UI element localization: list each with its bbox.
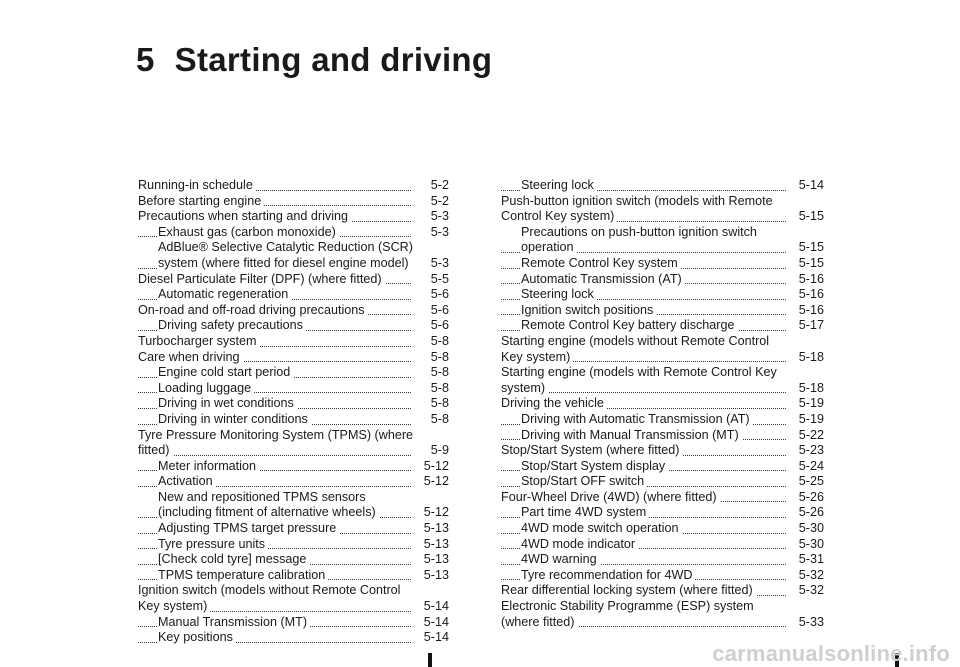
toc-page-number: 5-14 — [788, 178, 824, 194]
chapter-title-text: Starting and driving — [174, 41, 493, 78]
toc-entry[interactable] — [138, 381, 449, 397]
toc-entry-title: Remote Control Key system — [521, 256, 681, 272]
toc-entry[interactable] — [501, 256, 824, 272]
chapter-number: 5 — [136, 41, 155, 78]
toc-entry-title: TPMS temperature calibration — [158, 568, 328, 584]
toc-entry[interactable] — [501, 287, 824, 303]
toc-page-number: 5-19 — [788, 396, 824, 412]
toc-entry-title: 4WD mode switch operation — [521, 521, 682, 537]
toc-entry[interactable] — [138, 303, 449, 319]
toc-entry[interactable] — [501, 303, 824, 319]
toc-page-number: 5-8 — [413, 396, 449, 412]
toc-page-number: 5-8 — [413, 381, 449, 397]
toc-page-number: 5-13 — [413, 568, 449, 584]
toc-page-number: 5-16 — [788, 272, 824, 288]
toc-page-number: 5-6 — [413, 303, 449, 319]
toc-entry[interactable] — [138, 615, 449, 631]
toc-entry-title: Turbocharger system — [138, 334, 260, 350]
toc-entry[interactable] — [138, 599, 449, 615]
toc-entry-title: Steering lock — [521, 287, 597, 303]
toc-entry-title: Loading luggage — [158, 381, 254, 397]
toc-entry[interactable] — [501, 490, 824, 506]
toc-entry[interactable] — [138, 568, 449, 584]
toc-entry-title: (including fitment of alternative wheels) — [158, 505, 379, 521]
toc-entry[interactable] — [501, 568, 824, 584]
toc-page-number: 5-18 — [788, 381, 824, 397]
toc-page-number: 5-14 — [413, 630, 449, 646]
toc-page-number: 5-15 — [788, 256, 824, 272]
toc-entry[interactable] — [501, 615, 824, 631]
toc-entry-title: Stop/Start System display — [521, 459, 668, 475]
toc-entry-title: Control Key system) — [501, 209, 617, 225]
toc-page-number: 5-14 — [413, 599, 449, 615]
toc-entry[interactable] — [501, 350, 824, 366]
toc-entry-title: Driving in wet conditions — [158, 396, 297, 412]
toc-entry[interactable] — [138, 552, 449, 568]
toc-entry-title: Key positions — [158, 630, 236, 646]
toc-entry-title: Remote Control Key battery discharge — [521, 318, 738, 334]
chapter-title — [136, 41, 492, 79]
toc-entry-title: Driving safety precautions — [158, 318, 306, 334]
toc-entry[interactable] — [138, 396, 449, 412]
toc-entry-title: Care when driving — [138, 350, 243, 366]
toc-entry-title: Driving the vehicle — [501, 396, 607, 412]
toc-entry-title: (where fitted) — [501, 615, 578, 631]
toc-entry-title: fitted) — [138, 443, 173, 459]
toc-entry-title: Automatic Transmission (AT) — [521, 272, 685, 288]
toc-entry[interactable] — [138, 272, 449, 288]
toc-entry[interactable] — [501, 537, 824, 553]
toc-entry-title: Key system) — [138, 599, 210, 615]
toc-entry-line: Push-button ignition switch (models with Remote — [501, 193, 773, 208]
toc-entry-line: Starting engine (models with Remote Control Key — [501, 365, 777, 380]
toc-page-number: 5-14 — [413, 615, 449, 631]
toc-entry-title: Rear differential locking system (where fitted) — [501, 583, 756, 599]
toc-entry-title: Before starting engine — [138, 194, 264, 210]
toc-entry-title: Adjusting TPMS target pressure — [158, 521, 339, 537]
toc-page-number: 5-8 — [413, 365, 449, 381]
toc-page-number: 5-2 — [413, 194, 449, 210]
toc-entry[interactable] — [501, 178, 824, 194]
toc-page-number: 5-3 — [413, 209, 449, 225]
toc-entry[interactable] — [138, 537, 449, 553]
toc-entry-title: 4WD warning — [521, 552, 600, 568]
toc-entry-title: Engine cold start period — [158, 365, 293, 381]
toc-entry-title: 4WD mode indicator — [521, 537, 638, 553]
toc-page-number: 5-17 — [788, 318, 824, 334]
toc-entry[interactable] — [501, 443, 824, 459]
toc-entry[interactable] — [501, 583, 824, 599]
toc-page-number: 5-12 — [413, 459, 449, 475]
toc-page-number: 5-15 — [788, 209, 824, 225]
toc-entry-title: system (where fitted for diesel engine model) — [158, 256, 412, 272]
toc-page-number: 5-6 — [413, 287, 449, 303]
toc-entry-title: Exhaust gas (carbon monoxide) — [158, 225, 339, 241]
toc-page-number: 5-18 — [788, 350, 824, 366]
toc-entry-line: Starting engine (models without Remote Control — [501, 333, 770, 348]
toc-page-number: 5-22 — [788, 428, 824, 444]
toc-entry[interactable] — [138, 459, 449, 475]
toc-entry[interactable] — [501, 521, 824, 537]
toc-entry-title: Driving with Manual Transmission (MT) — [521, 428, 742, 444]
toc-entry-title: Stop/Start OFF switch — [521, 474, 647, 490]
toc-entry-title: Diesel Particulate Filter (DPF) (where fitted) — [138, 272, 385, 288]
toc-entry[interactable] — [501, 396, 824, 412]
toc-entry-title: Automatic regeneration — [158, 287, 291, 303]
toc-entry-title: Part time 4WD system — [521, 505, 649, 521]
toc-entry[interactable] — [138, 365, 449, 381]
toc-page-number: 5-31 — [788, 552, 824, 568]
toc-entry[interactable] — [138, 505, 449, 521]
toc-page-number: 5-30 — [788, 521, 824, 537]
toc-entry-title: system) — [501, 381, 548, 397]
toc-page-number: 5-8 — [413, 412, 449, 428]
toc-entry-title: Manual Transmission (MT) — [158, 615, 310, 631]
toc-page-number: 5-13 — [413, 552, 449, 568]
toc-entry[interactable] — [138, 225, 449, 241]
toc-page-number: 5-8 — [413, 334, 449, 350]
toc-entry-line: Ignition switch (models without Remote Control — [138, 583, 401, 598]
toc-entry[interactable] — [501, 318, 824, 334]
toc-entry-title: Key system) — [501, 350, 573, 366]
toc-entry-line: AdBlue® Selective Catalytic Reduction (SCR) — [158, 240, 413, 255]
toc-entry-title: Tyre pressure units — [158, 537, 268, 553]
toc-left-column — [138, 178, 449, 646]
toc-entry[interactable] — [501, 505, 824, 521]
toc-entry-title: Activation — [158, 474, 216, 490]
toc-right-column — [501, 178, 824, 630]
toc-page-number: 5-12 — [413, 474, 449, 490]
toc-page-number: 5-6 — [413, 318, 449, 334]
toc-entry-title: On-road and off-road driving precautions — [138, 303, 368, 319]
toc-page-number: 5-32 — [788, 568, 824, 584]
toc-entry-title: Driving with Automatic Transmission (AT) — [521, 412, 753, 428]
toc-page-number: 5-12 — [413, 505, 449, 521]
watermark: carmanualsonline.info — [712, 641, 950, 666]
toc-page-number: 5-33 — [788, 615, 824, 631]
toc-entry-line: Tyre Pressure Monitoring System (TPMS) (where — [138, 427, 414, 442]
toc-page-number: 5-19 — [788, 412, 824, 428]
toc-page-number: 5-16 — [788, 287, 824, 303]
toc-entry[interactable] — [138, 287, 449, 303]
toc-page-number: 5-13 — [413, 537, 449, 553]
toc-entry[interactable] — [501, 459, 824, 475]
toc-page-number: 5-2 — [413, 178, 449, 194]
toc-entry[interactable] — [501, 209, 824, 225]
toc-entry[interactable] — [501, 381, 824, 397]
toc-entry-title: Driving in winter conditions — [158, 412, 311, 428]
toc-entry-title: Steering lock — [521, 178, 597, 194]
toc-page-number: 5-3 — [413, 225, 449, 241]
toc-entry[interactable] — [501, 412, 824, 428]
toc-entry-title: Running-in schedule — [138, 178, 256, 194]
toc-page-number: 5-26 — [788, 505, 824, 521]
toc-entry[interactable] — [138, 350, 449, 366]
toc-entry[interactable] — [138, 209, 449, 225]
toc-page-number: 5-3 — [413, 256, 449, 272]
toc-page-number: 5-9 — [413, 443, 449, 459]
toc-entry-title: [Check cold tyre] message — [158, 552, 309, 568]
toc-entry[interactable] — [138, 412, 449, 428]
toc-page-number: 5-16 — [788, 303, 824, 319]
toc-entry[interactable] — [138, 256, 449, 272]
toc-entry-title: Stop/Start System (where fitted) — [501, 443, 682, 459]
toc-page-number: 5-8 — [413, 350, 449, 366]
toc-entry[interactable] — [501, 428, 824, 444]
toc-entry-title: Four-Wheel Drive (4WD) (where fitted) — [501, 490, 720, 506]
toc-page-number: 5-23 — [788, 443, 824, 459]
toc-entry[interactable] — [501, 240, 824, 256]
toc-entry-title: Tyre recommendation for 4WD — [521, 568, 695, 584]
toc-entry[interactable] — [501, 474, 824, 490]
toc-entry[interactable] — [501, 272, 824, 288]
toc-entry-line: New and repositioned TPMS sensors — [158, 489, 366, 504]
toc-entry[interactable] — [138, 194, 449, 210]
toc-page-number: 5-24 — [788, 459, 824, 475]
toc-page-number: 5-30 — [788, 537, 824, 553]
toc-page-number: 5-15 — [788, 240, 824, 256]
toc-entry[interactable] — [138, 521, 449, 537]
toc-entry[interactable] — [138, 474, 449, 490]
toc-entry[interactable] — [501, 552, 824, 568]
toc-entry-title: Meter information — [158, 459, 259, 475]
toc-entry-title: operation — [521, 240, 577, 256]
toc-entry-title: Precautions when starting and driving — [138, 209, 351, 225]
toc-page-number: 5-25 — [788, 474, 824, 490]
crop-mark — [428, 653, 432, 667]
toc-entry[interactable] — [138, 630, 449, 646]
toc-page-number: 5-5 — [413, 272, 449, 288]
toc-page-number: 5-13 — [413, 521, 449, 537]
toc-entry[interactable] — [138, 318, 449, 334]
toc-entry-line: Electronic Stability Programme (ESP) system — [501, 599, 754, 614]
toc-entry-line: Precautions on push-button ignition switch — [521, 224, 757, 239]
toc-entry[interactable] — [138, 334, 449, 350]
dot-leader — [138, 455, 411, 456]
toc-entry[interactable] — [138, 178, 449, 194]
toc-entry-title: Ignition switch positions — [521, 303, 656, 319]
toc-page-number: 5-32 — [788, 583, 824, 599]
toc-page-number: 5-26 — [788, 490, 824, 506]
toc-entry[interactable] — [138, 443, 449, 459]
